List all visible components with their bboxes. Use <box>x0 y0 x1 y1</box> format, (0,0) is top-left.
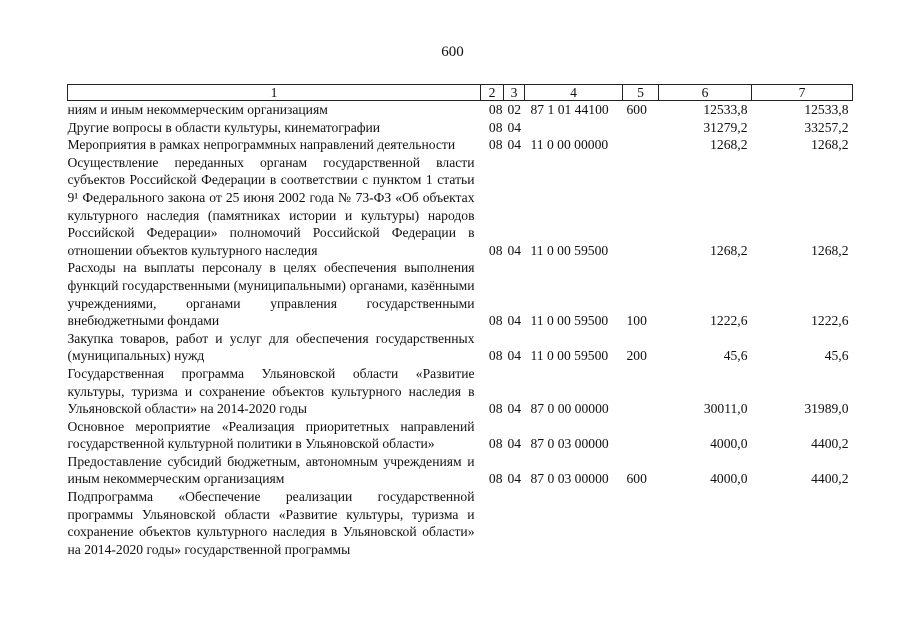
row-target-code <box>525 119 623 137</box>
table-row <box>68 453 853 488</box>
row-amount-1: 31279,2 <box>703 119 748 135</box>
table-row <box>68 119 853 137</box>
row-amount-2: 1268,2 <box>811 137 849 153</box>
table-body <box>68 101 853 559</box>
row-subsection: 04 <box>507 436 522 452</box>
budget-table-container <box>67 84 852 558</box>
row-target-code <box>525 488 623 558</box>
row-name: Закупка товаров, работ и услуг для обеспечения государственных (муниципальных) нужд <box>67 330 475 364</box>
table-row <box>68 259 853 329</box>
row-expense-type <box>623 136 659 154</box>
row-subsection: 04 <box>507 313 522 329</box>
row-subsection <box>504 488 525 558</box>
row-expense-type <box>623 488 659 558</box>
row-subsection: 04 <box>507 119 522 135</box>
row-subsection: 04 <box>507 348 522 364</box>
table-row <box>68 418 853 453</box>
row-amount-1: 12533,8 <box>703 102 748 117</box>
row-subsection: 04 <box>507 242 522 258</box>
row-expense-type: 200 <box>626 348 647 364</box>
table-header <box>68 85 853 101</box>
row-section: 08 <box>488 119 503 135</box>
column-header-4: 4 <box>525 85 623 101</box>
row-amount-1: 1268,2 <box>710 242 748 258</box>
row-amount-1: 1268,2 <box>710 137 748 153</box>
table-row <box>68 488 853 558</box>
column-header-1: 1 <box>68 85 481 101</box>
row-amount-1: 45,6 <box>723 348 748 364</box>
column-header-3: 3 <box>504 85 525 101</box>
row-section: 08 <box>488 137 503 153</box>
row-target-code: 11 0 00 00000 <box>530 137 609 153</box>
row-amount-2 <box>752 488 853 558</box>
row-amount-2: 45,6 <box>824 348 849 364</box>
row-expense-type: 600 <box>626 102 647 117</box>
column-header-6: 6 <box>659 85 752 101</box>
row-section: 08 <box>488 242 503 258</box>
row-amount-1: 30011,0 <box>703 401 748 417</box>
row-amount-1: 1222,6 <box>710 313 748 329</box>
column-header-5: 5 <box>623 85 659 101</box>
row-subsection: 04 <box>507 471 522 487</box>
row-section <box>481 488 504 558</box>
row-section: 08 <box>488 348 503 364</box>
row-section: 08 <box>488 471 503 487</box>
row-name: Осуществление переданных органам государственной власти субъектов Российской Федерации в соответствии с пунктом 1 статьи 9¹ Федерального закона от 25 июня 2002 года № 73-ФЗ «Об объектах культурного наследия (памятниках истории и культуры) народов Российской Федерации» полномочий Российской Федерации в отношении объектов культурного наследия <box>67 154 475 258</box>
row-target-code: 87 1 01 44100 <box>530 102 609 117</box>
row-expense-type: 100 <box>626 313 647 329</box>
row-expense-type <box>623 418 659 453</box>
row-amount-1: 4000,0 <box>710 436 748 452</box>
row-section: 08 <box>488 102 503 117</box>
row-amount-2: 4400,2 <box>811 436 849 452</box>
column-header-7: 7 <box>752 85 853 101</box>
row-target-code: 11 0 00 59500 <box>530 348 609 364</box>
row-amount-2: 4400,2 <box>811 471 849 487</box>
table-row <box>68 330 853 365</box>
row-target-code: 11 0 00 59500 <box>530 313 609 329</box>
row-amount-1 <box>659 488 752 558</box>
row-expense-type: 600 <box>626 471 647 487</box>
row-name: Подпрограмма «Обеспечение реализации государственной программы Ульяновской области «Развитие культуры, туризма и сохранение объектов культурного наследия в Ульяновской области» на 2014-2020 годы» государственной программы <box>67 489 475 557</box>
row-name: Основное мероприятие «Реализация приоритетных направлений государственной культурной политики в Ульяновской области» <box>67 418 475 452</box>
row-expense-type <box>623 119 659 137</box>
row-amount-2: 1268,2 <box>811 242 849 258</box>
row-target-code: 87 0 03 00000 <box>530 436 609 452</box>
row-section: 08 <box>488 436 503 452</box>
budget-table <box>67 84 853 558</box>
table-row <box>68 136 853 154</box>
row-expense-type <box>623 154 659 260</box>
table-row <box>68 365 853 418</box>
column-header-2: 2 <box>481 85 504 101</box>
row-section: 08 <box>488 401 503 417</box>
row-name: Государственная программа Ульяновской области «Развитие культуры, туризма и сохранение объектов культурного наследия в Ульяновской области» на 2014-2020 годы <box>67 365 475 417</box>
page-number: 600 <box>441 44 464 60</box>
table-row <box>68 101 853 119</box>
table-row <box>68 154 853 260</box>
row-name: Расходы на выплаты персоналу в целях обеспечения выполнения функций государственными (муниципальными) органами, казёнными учреждениями, органами управления государственными внебюджетными фондами <box>67 260 475 329</box>
row-amount-1: 4000,0 <box>710 471 748 487</box>
row-subsection: 04 <box>507 401 522 417</box>
row-amount-2: 31989,0 <box>804 401 849 417</box>
row-name: ниям и иным некоммерческим организациям <box>67 102 328 117</box>
row-target-code: 87 0 00 00000 <box>530 401 609 417</box>
header-row <box>68 85 853 101</box>
row-name: Мероприятия в рамках непрограммных направлений деятельности <box>67 137 456 153</box>
row-subsection: 02 <box>507 102 522 117</box>
row-name: Предоставление субсидий бюджетным, автономным учреждениям и иным некоммерческим организациям <box>67 453 475 487</box>
row-amount-2: 1222,6 <box>811 313 849 329</box>
row-section: 08 <box>488 313 503 329</box>
row-subsection: 04 <box>507 137 522 153</box>
row-target-code: 11 0 00 59500 <box>530 242 609 258</box>
row-amount-2: 12533,8 <box>804 102 849 117</box>
row-name: Другие вопросы в области культуры, кинематографии <box>67 119 381 135</box>
row-target-code: 87 0 03 00000 <box>530 471 609 487</box>
row-expense-type <box>623 365 659 418</box>
row-amount-2: 33257,2 <box>804 119 849 135</box>
